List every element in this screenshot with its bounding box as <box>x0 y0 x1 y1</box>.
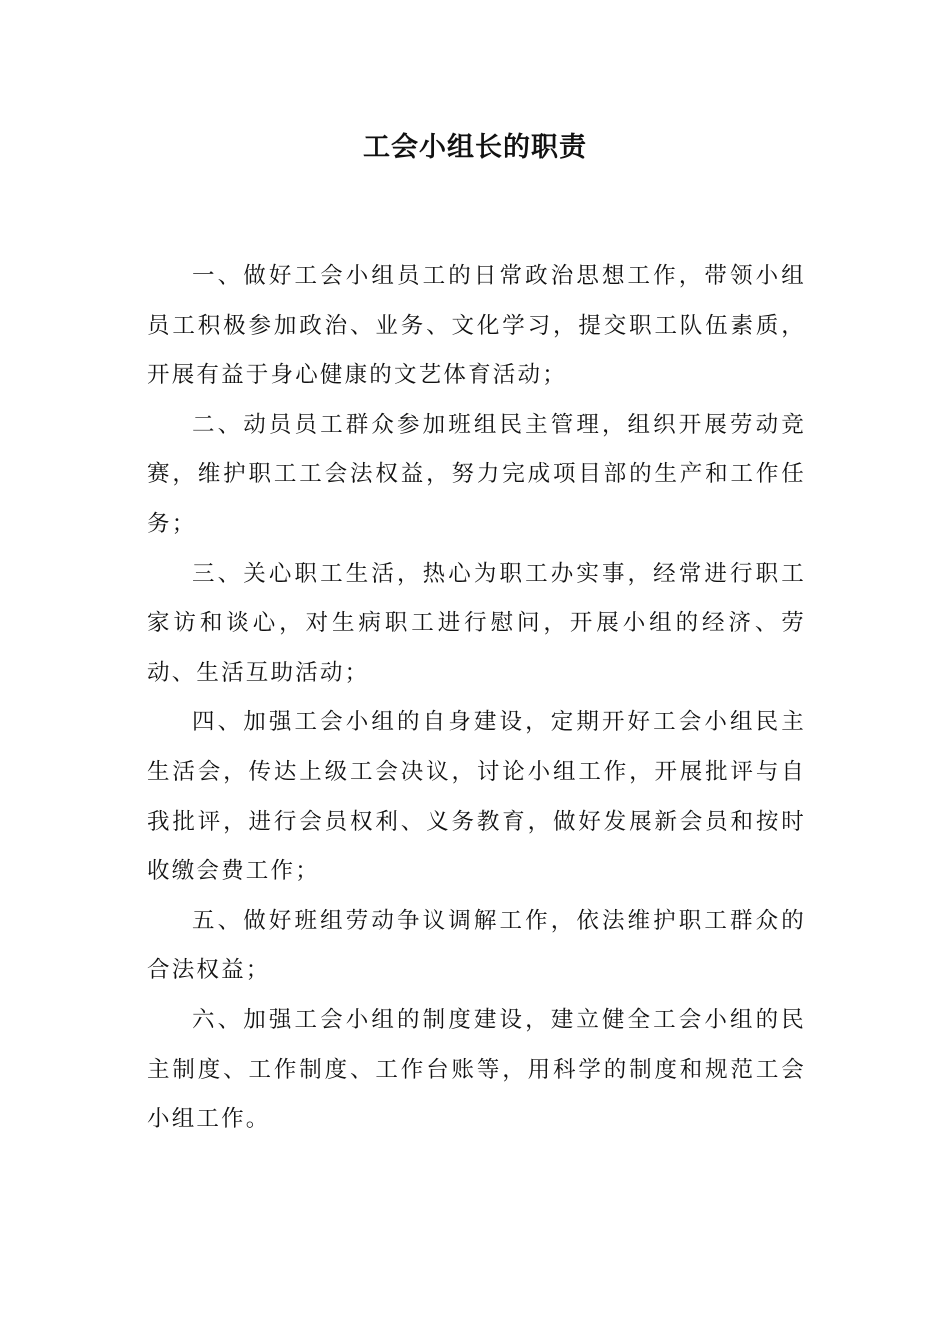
document-title: 工会小组长的职责 <box>363 132 587 163</box>
duty-paragraph-5: 五、做好班组劳动争议调解工作，依法维护职工群众的合法权益； <box>147 907 806 984</box>
duty-paragraph-6: 六、加强工会小组的制度建设，建立健全工会小组的民主制度、工作制度、工作台账等，用科学的制度和规范工会小组工作。 <box>147 1006 806 1133</box>
document-body <box>147 252 806 1145</box>
duty-paragraph-4: 四、加强工会小组的自身建设，定期开好工会小组民主生活会，传达上级工会决议，讨论小组工作，开展批评与自我批评，进行会员权利、义务教育，做好发展新会员和按时收缴会费工作； <box>147 709 806 885</box>
duty-paragraph-3: 三、关心职工生活，热心为职工办实事，经常进行职工家访和谈心，对生病职工进行慰问，开展小组的经济、劳动、生活互助活动； <box>147 560 806 686</box>
duty-paragraph-2: 二、动员员工群众参加班组民主管理，组织开展劳动竞赛，维护职工工会法权益，努力完成项目部的生产和工作任务； <box>147 411 806 537</box>
duty-paragraph-1: 一、做好工会小组员工的日常政治思想工作，带领小组员工积极参加政治、业务、文化学习，提交职工队伍素质，开展有益于身心健康的文艺体育活动； <box>147 263 806 389</box>
